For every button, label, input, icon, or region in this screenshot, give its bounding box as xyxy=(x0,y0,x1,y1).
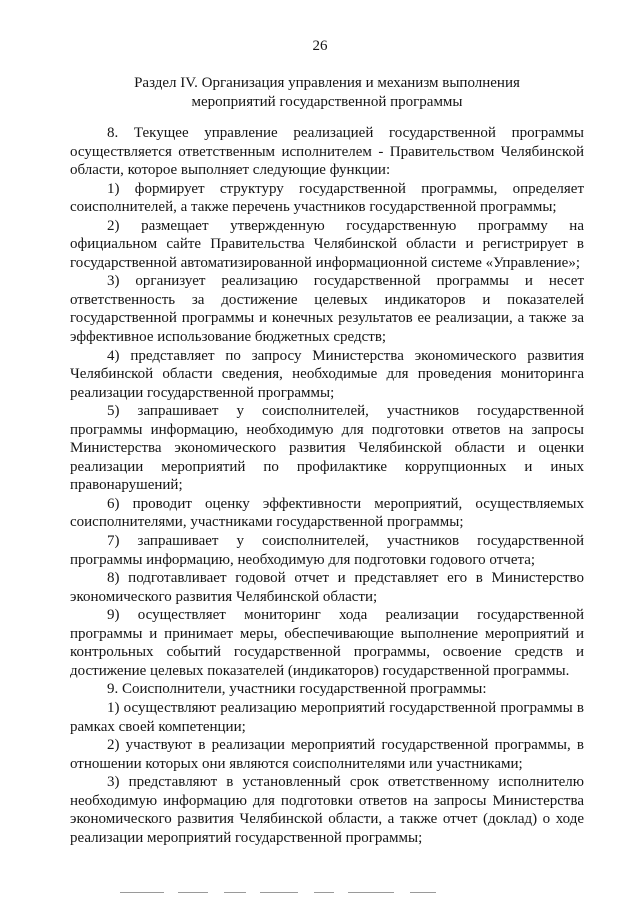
section-title-line-2: мероприятий государственной программы xyxy=(191,94,463,110)
function-item-9: 9) осуществляет мониторинг хода реализации государственной программы и принимает меры, обеспечивающие выполнение мероприятий и контрольных событий государственной программы, освоение средств и достижение целевых показателей (индикаторов) государственной программы. xyxy=(70,607,584,679)
function-item-8: 8) подготавливает годовой отчет и представляет его в Министерство экономического развития Челябинской области; xyxy=(70,570,584,605)
section-title-line-1: Раздел IV. Организация управления и механизм выполнения xyxy=(134,75,520,91)
coexecutor-item-1: 1) осуществляют реализацию мероприятий государственной программы в рамках своей компетенции; xyxy=(70,699,584,735)
function-item-3: 3) организует реализацию государственной программы и несет ответственность за достижение целевых индикаторов и показателей государственной программы и конечных результатов ее реализации, а также за эффективное использование бюджетных средств; xyxy=(70,273,584,346)
function-item-6: 6) проводит оценку эффективности мероприятий, осуществляемых соисполнителями, участниками государственной программы; xyxy=(70,495,584,531)
paragraph-9-intro: 9. Соисполнители, участники государственной программы: xyxy=(107,681,487,698)
function-item-5: 5) запрашивает у соисполнителей, участников государственной программы информацию, необходимую для подготовки ответов на запросы Министерства экономического развития Челябинской области и оценки реализации мероприятий по профилактике коррупционных и иных правонарушений; xyxy=(70,403,584,494)
coexecutor-item-2: 2) участвуют в реализации мероприятий государственной программы, в отношении которых они являются соисполнителями или участниками; xyxy=(70,737,584,772)
function-item-2: 2) размещает утвержденную государственную программу на официальном сайте Правительства Челябинской области и регистрирует в государственной автоматизированной информационной системе «Управление»; xyxy=(70,217,584,271)
section-title xyxy=(70,74,584,112)
paragraph-8-intro: 8. Текущее управление реализацией государственной программы осуществляется ответственным исполнителем - Правительством Челябинской области, которое выполняет следующие функции: xyxy=(70,125,584,179)
scan-artifact-marks xyxy=(120,892,450,896)
function-item-4: 4) представляет по запросу Министерства экономического развития Челябинской области сведения, необходимые для проведения мониторинга реализации государственной программы; xyxy=(70,347,584,401)
body-text xyxy=(70,124,584,847)
function-item-1: 1) формирует структуру государственной программы, определяет соисполнителей, а также перечень участников государственной программы; xyxy=(70,180,584,216)
coexecutor-item-3: 3) представляют в установленный срок ответственному исполнителю необходимую информацию для подготовки ответов на запросы Министерства экономического развития Челябинской области, а также отчет (доклад) о ходе реализации мероприятий государственной программы; xyxy=(70,774,584,846)
function-item-7: 7) запрашивает у соисполнителей, участников государственной программы информацию, необходимую для подготовки годового отчета; xyxy=(70,533,584,568)
page-number: 26 xyxy=(312,38,328,54)
